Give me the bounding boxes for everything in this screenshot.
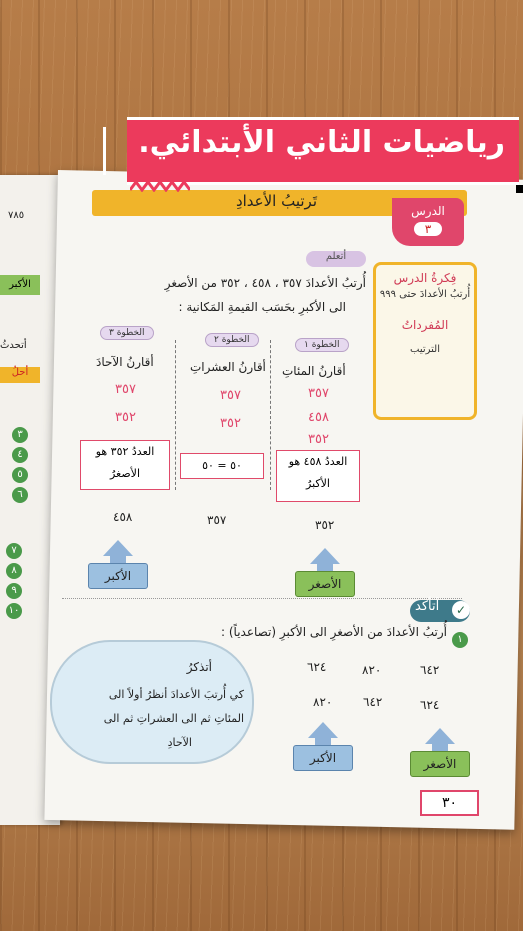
- lesson-tab: [392, 198, 464, 246]
- step-2-num: ٣٥٧: [220, 388, 241, 403]
- page-number: ٣٠: [420, 790, 479, 816]
- zigzag-decoration: [130, 180, 190, 192]
- step-divider: [270, 340, 271, 490]
- vocab-text: الترتيب: [410, 344, 440, 355]
- banner-accent-line: [103, 127, 106, 175]
- lesson-idea-box: [373, 262, 477, 420]
- step-3-label: الخطوة ٣: [100, 326, 154, 340]
- step-2-heading: أقارنُ العشراتِ: [190, 360, 266, 374]
- left-num-4: ٤: [12, 447, 28, 463]
- intro-line-2: الى الأكبرِ بحَسَب القيمةِ المَكانية :: [178, 300, 346, 314]
- ordered-number: ٤٥٨: [113, 510, 133, 524]
- check-icon: ✓: [452, 601, 470, 619]
- vocab-heading: المُفرداتُ: [401, 318, 449, 332]
- step-1-label: الخطوة ١: [295, 338, 349, 352]
- q-row2-num: ٦٢٤: [420, 698, 440, 712]
- left-num-3: ٣: [12, 427, 28, 443]
- q-smallest-label: الأصغر: [410, 751, 470, 777]
- q-largest-label: الأكبر: [293, 745, 353, 771]
- idea-text: أُرتبُ الأعدادَ حتى ٩٩٩: [379, 289, 471, 300]
- ordered-number: ٣٥٢: [315, 518, 335, 532]
- step-1-num: ٣٥٧: [308, 386, 329, 401]
- left-talk-label: أتحدثُ: [0, 340, 27, 351]
- step-2-result: ٥٠ = ٥٠: [180, 453, 264, 479]
- q-row1-num: ٦٢٤: [307, 660, 327, 674]
- question-1-icon: ١: [452, 632, 468, 648]
- step-1-heading: أقارنُ المئاتِ: [282, 364, 346, 378]
- left-page-number: ٧٨٥: [8, 210, 25, 221]
- lesson-tab-label: الدرس: [411, 204, 445, 218]
- idea-heading: فِكرةُ الدرس: [393, 271, 457, 285]
- reminder-line: كي أُرتبَ الأعدادَ أنظرُ أولاً الى: [108, 688, 244, 701]
- left-num-10: ١٠: [6, 603, 22, 619]
- banner-corner: [516, 185, 523, 193]
- smallest-arrow: [295, 548, 355, 598]
- lesson-title: تَرتيبُ الأعدادِ: [235, 192, 317, 210]
- largest-label: الأكبر: [88, 563, 148, 589]
- section-divider: [62, 598, 462, 599]
- intro-line-1: أُرتبُ الأعدادَ ٣٥٧ ، ٤٥٨ ، ٣٥٢ من الأصغرِ: [164, 276, 366, 290]
- step-3-result: العددُ ٣٥٢ هو الأصغرُ: [80, 440, 170, 490]
- ordered-number: ٣٥٧: [207, 513, 227, 527]
- step-2-num: ٣٥٢: [220, 416, 241, 431]
- title-banner: [127, 117, 519, 185]
- reminder-line: المئاتِ ثم الى العشراتِ ثم الى: [103, 712, 244, 725]
- step-3-num: ٣٥٢: [115, 410, 136, 425]
- step-2-label: الخطوة ٢: [205, 333, 259, 347]
- largest-arrow: [88, 540, 148, 590]
- q-row2-num: ٨٢٠: [313, 695, 333, 709]
- q-row2-num: ٦٤٢: [363, 695, 383, 709]
- left-num-6: ٦: [12, 487, 28, 503]
- left-largest-button: الأكبر: [0, 275, 40, 295]
- smallest-label: الأصغر: [295, 571, 355, 597]
- learn-tag: أتعلم: [306, 251, 366, 267]
- left-num-8: ٨: [6, 563, 22, 579]
- confirm-heading: أتأكد: [415, 599, 440, 614]
- lesson-tab-number: ٣: [414, 222, 442, 236]
- q-row1-num: ٦٤٢: [420, 663, 440, 677]
- left-num-9: ٩: [6, 583, 22, 599]
- step-1-num: ٤٥٨: [308, 410, 329, 425]
- q-largest-arrow: [293, 722, 353, 772]
- left-solve-label: أحلُ: [0, 367, 40, 383]
- reminder-line: الآحادِ: [167, 736, 192, 749]
- left-num-7: ٧: [6, 543, 22, 559]
- question-1-text: أُرتبُ الأعدادَ من الأصغرِ الى الأكبرِ (تصاعدياً) :: [221, 625, 447, 639]
- reminder-title: أتذكرُ: [186, 660, 212, 674]
- step-3-num: ٣٥٧: [115, 382, 136, 397]
- banner-title: رياضيات الثاني الأبتدائي.: [138, 125, 505, 160]
- left-num-5: ٥: [12, 467, 28, 483]
- reminder-cloud: [50, 640, 254, 764]
- q-smallest-arrow: [410, 728, 470, 778]
- step-1-num: ٣٥٢: [308, 432, 329, 447]
- q-row1-num: ٨٢٠: [362, 663, 382, 677]
- step-divider: [175, 340, 176, 490]
- step-1-result: العددُ ٤٥٨ هو الأكبرُ: [276, 450, 360, 502]
- step-3-heading: أقارنُ الآحادَ: [96, 355, 154, 369]
